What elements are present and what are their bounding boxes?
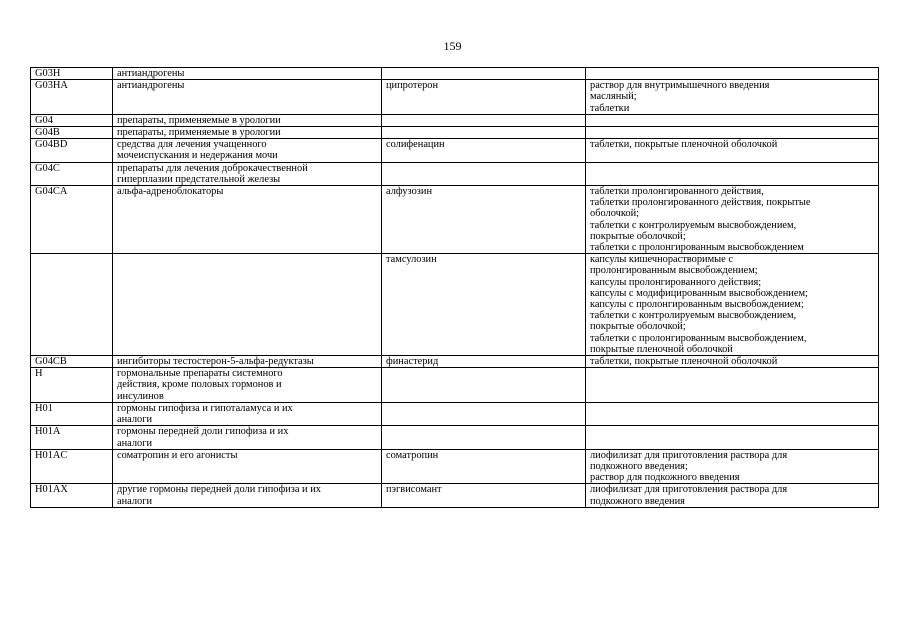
table-row: [31, 68, 879, 80]
cell-text-line: другие гормоны передней доли гипофиза и их: [117, 484, 321, 496]
cell-text-line: оболочкой;: [590, 208, 640, 220]
cell-text-line: препараты, применяемые в урологии: [117, 114, 281, 126]
drug-name-cell: [382, 162, 586, 185]
pharmacological-group-cell: [113, 186, 382, 254]
cell-text-line: G04CB: [35, 356, 67, 368]
cell-text-line: лиофилизат для приготовления раствора для: [590, 484, 788, 496]
drug-classification-table: [30, 67, 879, 508]
cell-text-line: пэгвисомант: [386, 484, 442, 496]
dosage-form-cell: [586, 254, 879, 356]
dosage-form-cell: [586, 426, 879, 449]
atc-code-cell: [31, 114, 113, 126]
atc-code-cell: [31, 449, 113, 484]
table-row: [31, 426, 879, 449]
table-row: [31, 162, 879, 185]
cell-text-line: масляный;: [590, 91, 637, 103]
cell-text-line: H01A: [35, 426, 61, 438]
dosage-form-cell: [586, 484, 879, 507]
atc-code-cell: [31, 356, 113, 368]
drug-name-cell: [382, 127, 586, 139]
cell-text-line: капсулы с модифицированным высвобождением;: [590, 287, 808, 299]
cell-text-line: антиандрогены: [117, 68, 185, 79]
dosage-form-cell: [586, 162, 879, 185]
cell-text-line: аналоги: [117, 414, 153, 426]
cell-text-line: финастерид: [386, 356, 439, 368]
cell-text-line: подкожного введения: [590, 495, 685, 507]
cell-text-line: H01: [35, 402, 53, 414]
cell-text-line: ципротерон: [386, 80, 439, 92]
pharmacological-group-cell: [113, 127, 382, 139]
cell-text-line: G04C: [35, 162, 60, 174]
cell-text-line: покрытые оболочкой;: [590, 230, 686, 242]
cell-text-line: G04CA: [35, 186, 68, 198]
dosage-form-cell: [586, 139, 879, 162]
drug-name-cell: [382, 254, 586, 356]
cell-text-line: покрытые оболочкой;: [590, 321, 686, 333]
dosage-form-cell: [586, 68, 879, 80]
cell-text-line: препараты, применяемые в урологии: [117, 127, 281, 139]
cell-text-line: капсулы с пролонгированным высвобождением;: [590, 299, 804, 311]
dosage-form-cell: [586, 368, 879, 403]
dosage-form-cell: [586, 127, 879, 139]
atc-code-cell: [31, 484, 113, 507]
cell-text-line: G03HA: [35, 80, 68, 92]
cell-text-line: алфузозин: [386, 186, 433, 198]
pharmacological-group-cell: [113, 484, 382, 507]
pharmacological-group-cell: [113, 162, 382, 185]
cell-text-line: раствор для внутримышечного введения: [590, 80, 770, 92]
cell-text-line: таблетки с контролируемым высвобождением,: [590, 219, 797, 231]
drug-name-cell: [382, 356, 586, 368]
cell-text-line: соматропин: [386, 449, 439, 461]
cell-text-line: инсулинов: [117, 390, 164, 402]
pharmacological-group-cell: [113, 114, 382, 126]
table-row: [31, 254, 879, 356]
atc-code-cell: [31, 368, 113, 403]
table-row: [31, 449, 879, 484]
pharmacological-group-cell: [113, 356, 382, 368]
atc-code-cell: [31, 162, 113, 185]
atc-code-cell: [31, 186, 113, 254]
drug-name-cell: [382, 368, 586, 403]
dosage-form-cell: [586, 449, 879, 484]
atc-code-cell: [31, 426, 113, 449]
cell-text-line: гормональные препараты системного: [117, 368, 283, 380]
cell-text-line: таблетки с пролонгированным высвобождением,: [590, 332, 807, 344]
table-row: [31, 114, 879, 126]
page-number: 159: [443, 39, 462, 53]
cell-text-line: гиперплазии предстательной железы: [117, 173, 281, 185]
cell-text-line: таблетки, покрытые пленочной оболочкой: [590, 356, 778, 368]
cell-text-line: H01AC: [35, 449, 68, 461]
table-row: [31, 186, 879, 254]
cell-text-line: раствор для подкожного введения: [590, 472, 740, 484]
drug-name-cell: [382, 402, 586, 425]
pharmacological-group-cell: [113, 368, 382, 403]
cell-text-line: средства для лечения учащенного: [117, 139, 267, 151]
drug-name-cell: [382, 68, 586, 80]
dosage-form-cell: [586, 114, 879, 126]
table-body: [31, 68, 879, 508]
dosage-form-cell: [586, 186, 879, 254]
dosage-form-cell: [586, 402, 879, 425]
table-row: [31, 80, 879, 115]
table-row: [31, 356, 879, 368]
drug-name-cell: [382, 426, 586, 449]
cell-text-line: гормоны передней доли гипофиза и их: [117, 426, 289, 438]
cell-text-line: гормоны гипофиза и гипоталамуса и их: [117, 402, 293, 414]
drug-name-cell: [382, 484, 586, 507]
pharmacological-group-cell: [113, 68, 382, 80]
table-row: [31, 368, 879, 403]
cell-text-line: H01AX: [35, 484, 68, 496]
table-row: [31, 139, 879, 162]
table-row: [31, 127, 879, 139]
cell-text-line: H: [35, 368, 43, 380]
drug-name-cell: [382, 80, 586, 115]
drug-name-cell: [382, 114, 586, 126]
pharmacological-group-cell: [113, 449, 382, 484]
dosage-form-cell: [586, 356, 879, 368]
cell-text-line: G04BD: [35, 139, 68, 151]
cell-text-line: мочеиспускания и недержания мочи: [117, 150, 278, 162]
cell-text-line: таблетки пролонгированного действия,: [590, 186, 764, 198]
table-row: [31, 402, 879, 425]
cell-text-line: аналоги: [117, 495, 153, 507]
cell-text-line: подкожного введения;: [590, 460, 688, 472]
cell-text-line: соматропин и его агонисты: [117, 449, 238, 461]
atc-code-cell: [31, 127, 113, 139]
atc-code-cell: [31, 254, 113, 356]
cell-text-line: таблетки с контролируемым высвобождением,: [590, 310, 797, 322]
cell-text-line: таблетки пролонгированного действия, покрытые: [590, 197, 811, 209]
atc-code-cell: [31, 139, 113, 162]
cell-text-line: альфа-адреноблокаторы: [117, 186, 224, 198]
cell-text-line: G04B: [35, 127, 60, 139]
pharmacological-group-cell: [113, 139, 382, 162]
atc-code-cell: [31, 80, 113, 115]
cell-text-line: капсулы пролонгированного действия;: [590, 276, 762, 288]
cell-text-line: G03H: [35, 68, 61, 79]
drug-name-cell: [382, 449, 586, 484]
cell-text-line: препараты для лечения доброкачественной: [117, 162, 308, 174]
pharmacological-group-cell: [113, 80, 382, 115]
cell-text-line: антиандрогены: [117, 80, 185, 92]
drug-name-cell: [382, 139, 586, 162]
table-row: [31, 484, 879, 507]
cell-text-line: таблетки: [590, 102, 630, 114]
pharmacological-group-cell: [113, 254, 382, 356]
dosage-form-cell: [586, 80, 879, 115]
cell-text-line: лиофилизат для приготовления раствора для: [590, 449, 788, 461]
atc-code-cell: [31, 68, 113, 80]
cell-text-line: пролонгированным высвобождением;: [590, 265, 758, 277]
cell-text-line: тамсулозин: [386, 254, 437, 266]
cell-text-line: ингибиторы тестостерон-5-альфа-редуктазы: [117, 356, 314, 368]
pharmacological-group-cell: [113, 426, 382, 449]
cell-text-line: таблетки, покрытые пленочной оболочкой: [590, 139, 778, 151]
cell-text-line: действия, кроме половых гормонов и: [117, 379, 282, 391]
cell-text-line: капсулы кишечнорастворимые с: [590, 254, 733, 266]
atc-code-cell: [31, 402, 113, 425]
drug-name-cell: [382, 186, 586, 254]
cell-text-line: покрытые пленочной оболочкой: [590, 343, 733, 355]
cell-text-line: G04: [35, 114, 53, 126]
pharmacological-group-cell: [113, 402, 382, 425]
cell-text-line: солифенацин: [386, 139, 445, 151]
cell-text-line: таблетки с пролонгированным высвобождением: [590, 242, 804, 254]
cell-text-line: аналоги: [117, 437, 153, 449]
